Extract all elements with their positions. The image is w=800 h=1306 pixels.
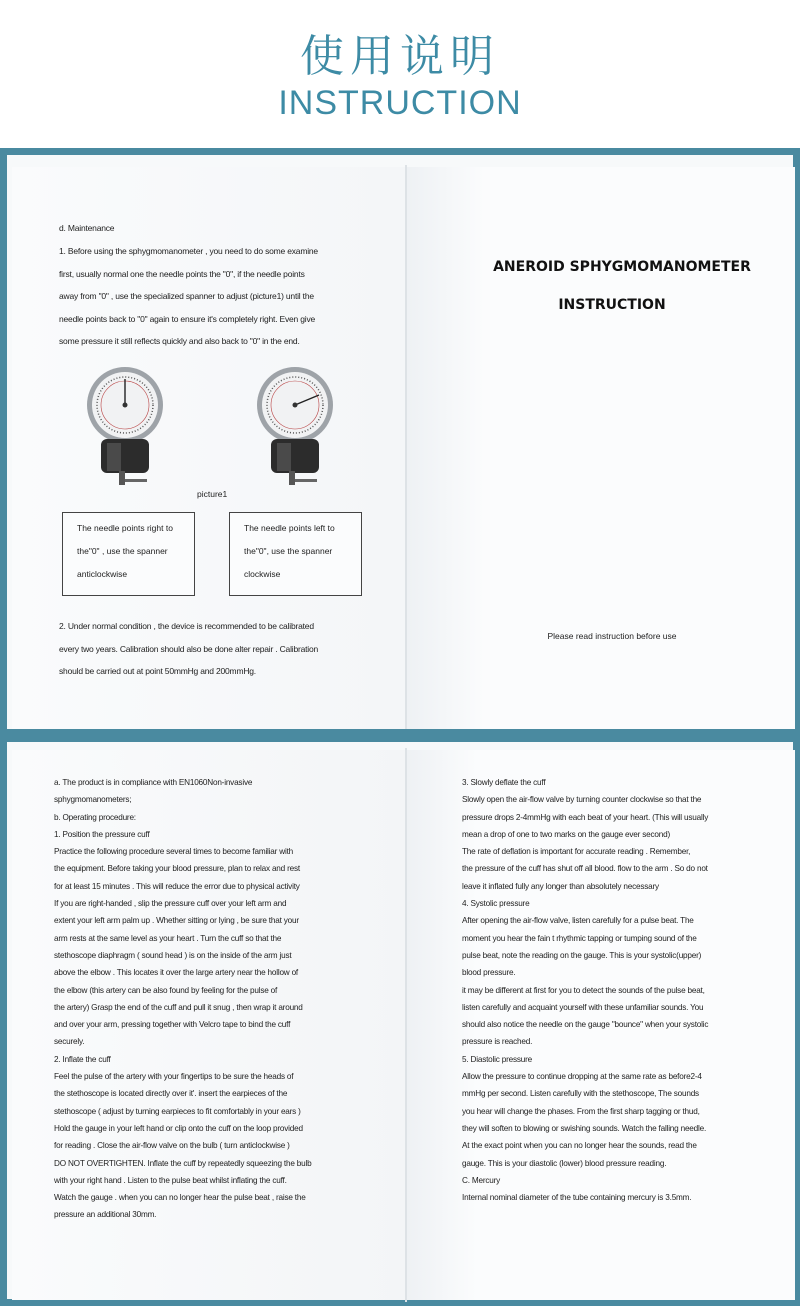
text-line: Hold the gauge in your left hand or clip onto the cuff on the loop provided [54,1123,303,1133]
note-line: the"0", use the spanner [244,546,333,556]
text-line: 1. Before using the sphygmomanometer , you need to do some examine [59,246,318,256]
text-line: mean a drop of one to two marks on the gauge ever second) [462,829,670,839]
text-line: The rate of deflation is important for accurate reading . Remember, [462,847,691,857]
text-line: At the exact point when you can no longer hear the sounds, read the [462,1141,697,1151]
page-fold [405,748,407,1302]
text-line: 2. Inflate the cuff [54,1054,111,1064]
text-line: gauge. This is your diastolic (lower) blood pressure reading. [462,1158,667,1168]
text-line: 4. Systolic pressure [462,899,530,909]
maintenance-body [59,240,379,353]
text-line: the elbow (this artery can be also found by feeling for the pulse of [54,985,278,995]
text-line: C. Mercury [462,1175,501,1185]
text-line: Feel the pulse of the artery with your fingertips to be sure the heads of [54,1072,294,1082]
text-line: blood pressure. [462,968,516,978]
cover-note: Please read instruction before use [547,631,677,641]
text-line: If you are right-handed , slip the pressure cuff over your left arm and [54,899,287,909]
text-line: securely. [54,1037,85,1047]
text-line: pressure drops 2-4mmHg with each beat of your heart. (This will usually [462,812,709,822]
page-header [0,0,800,150]
text-line: away from "0" , use the specialized spanner to adjust (picture1) until the [59,291,314,301]
text-line: leave it inflated fully any longer than absolutely necessary [462,881,659,891]
note-box-left [229,512,362,596]
gauge-image-right [85,365,165,487]
text-line: 3. Slowly deflate the cuff [462,778,546,787]
booklet-top-panel [0,148,800,736]
text-line: Allow the pressure to continue dropping at the same rate as before2-4 [462,1072,702,1082]
text-line: with your right hand . Listen to the pulse beat whilst inflating the cuff. [54,1175,287,1185]
text-line: for reading . Close the air-flow valve on the bulb ( turn anticlockwise ) [54,1141,290,1151]
text-line: needle points back to "0" again to ensure it's completely right. Even give [59,313,316,324]
text-line: Slowly open the air-flow valve by turning counter clockwise so that the [462,795,702,805]
pressure-reading-column [462,774,772,1206]
text-line: After opening the air-flow valve, listen carefully for a pulse beat. The [462,916,694,926]
text-line: Practice the following procedure several times to become familiar with [54,847,294,857]
text-line: pressure an additional 30mm. [54,1210,157,1220]
text-line: it may be different at first for you to detect the sounds of the pulse beat, [462,985,705,995]
maintenance-heading-text: d. Maintenance [59,223,115,233]
text-line: some pressure it still reflects quickly and also back to "0" in the end. [59,336,300,346]
text-line: pulse beat, note the reading on the gauge. This is your systolic(upper) [462,950,702,960]
text-line: should also notice the needle on the gauge "bounce" when your systolic [462,1020,709,1030]
text-line: for at least 15 minutes . This will reduce the error due to physical activity [54,881,300,891]
text-line: 1. Position the pressure cuff [54,829,150,839]
text-line: the stethoscope is located directly over it'. insert the earpieces of the [54,1089,288,1099]
title-english: INSTRUCTION [278,84,522,122]
note-line: The needle points left to [244,523,335,533]
text-line: sphygmomanometers; [54,795,132,805]
calibration-text [59,615,379,683]
text-line: should be carried out at point 50mmHg and 200mmHg. [59,666,256,676]
title-chinese: 使用说明 [300,31,500,82]
note-line: clockwise [244,569,281,579]
text-line: first, usually normal one the needle points the "0", if the needle points [59,268,305,279]
text-line: 2. Under normal condition , the device is recommended to be calibrated [59,621,314,631]
text-line: they will soften to blowing or swishing sounds. Watch the falling needle. [462,1123,707,1133]
text-line: Internal nominal diameter of the tube containing mercury is 3.5mm. [462,1193,692,1203]
text-line: the equipment. Before taking your blood pressure, plan to relax and rest [54,864,300,874]
text-line: a. The product is in compliance with EN1060Non-invasive [54,778,253,787]
picture-caption: picture1 [197,489,228,499]
text-line: above the elbow . This locates it over the large artery near the hollow of [54,968,299,978]
text-line: and over your arm, pressing together with Velcro tape to bind the cuff [54,1020,291,1030]
note-box-right [62,512,195,596]
operating-procedure-column [54,774,364,1224]
text-line: you hear will change the phases. From the first sharp tagging or thud, [462,1106,700,1116]
text-line: stethoscope diaphragm ( sound head ) is on the inside of the arm just [54,950,292,960]
text-line: extent your left arm palm up . Whether sitting or lying , be sure that your [54,916,299,926]
page-fold [405,165,407,729]
text-line: 5. Diastolic pressure [462,1054,532,1064]
note-line: anticlockwise [77,569,128,579]
text-line: the pressure of the cuff has shut off all blood. flow to the arm . So do not [462,864,708,874]
text-line: b. Operating procedure: [54,812,136,822]
text-line: Watch the gauge . when you can no longer hear the pulse beat , raise the [54,1193,306,1203]
cover-title: ANEROID SPHYGMOMANOMETER [493,259,751,275]
maintenance-heading [59,217,114,240]
text-line: mmHg per second. Listen carefully with the stethoscope, The sounds [462,1089,699,1099]
text-line: listen carefully and acquaint yourself with these unfamiliar sounds. You [462,1002,704,1012]
text-line: every two years. Calibration should also be done alter repair . Calibration [59,643,319,654]
text-line: DO NOT OVERTIGHTEN. Inflate the cuff by repeatedly squeezing the bulb [54,1158,312,1168]
text-line: stethoscope ( adjust by turning earpieces to fit comfortably in your ears ) [54,1106,301,1116]
note-line: the"0" , use the spanner [77,546,168,556]
cover-subtitle: INSTRUCTION [558,297,666,313]
gauge-image-left [255,365,335,487]
booklet-bottom-panel [0,735,800,1306]
cover-page [407,167,795,729]
text-line: moment you hear the fain t rhythmic tapping or tumping sound of the [462,933,697,943]
text-line: the artery) Grasp the end of the cuff and pull it snug , then wrap it around [54,1002,303,1012]
text-line: arm rests at the same level as your heart . Turn the cuff so that the [54,933,282,943]
note-line: The needle points right to [77,523,173,533]
text-line: pressure is reached. [462,1037,533,1047]
